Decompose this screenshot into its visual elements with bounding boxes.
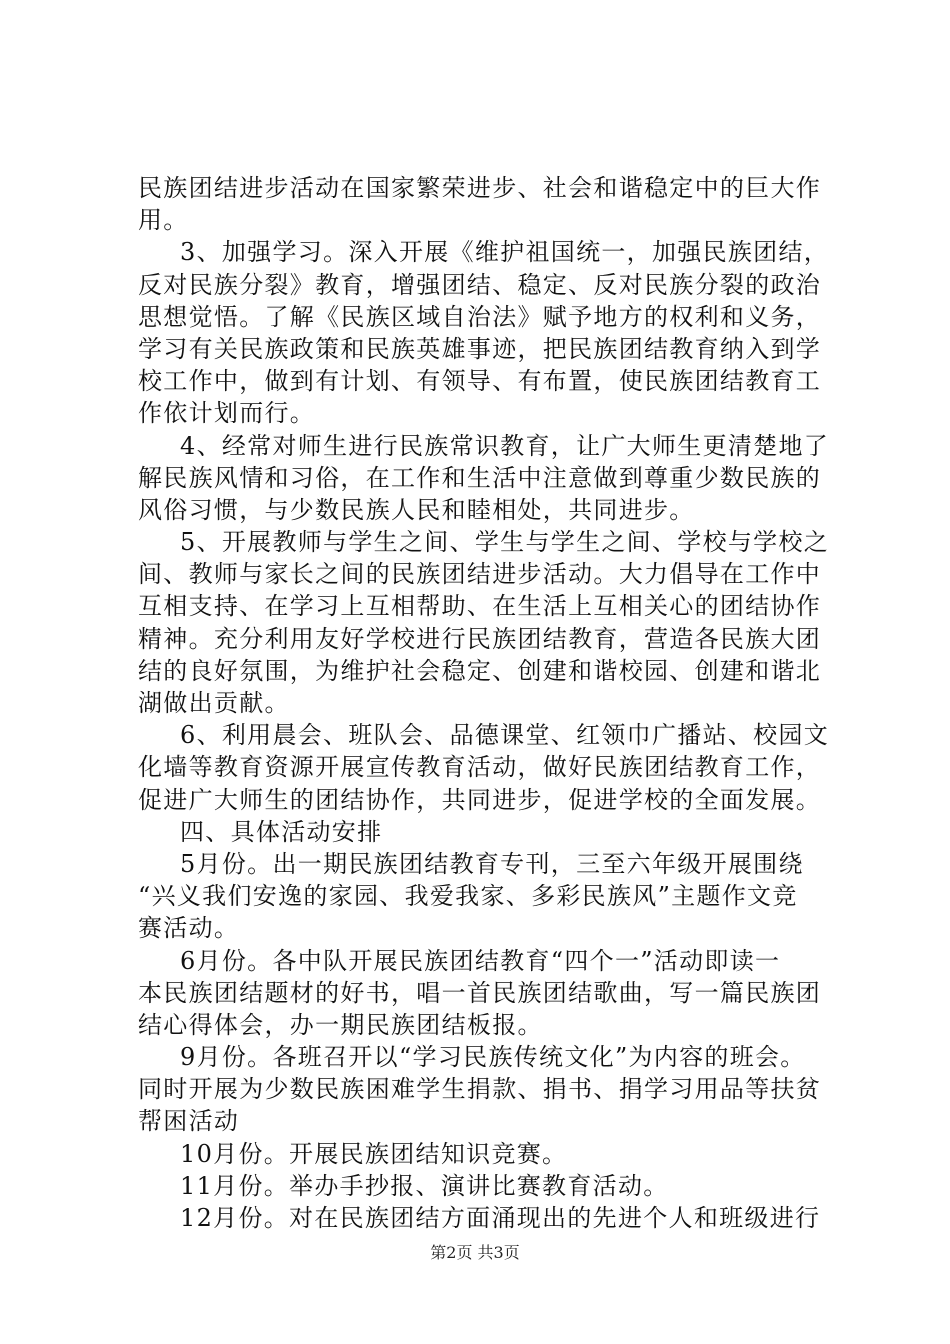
text-line: 间、教师与家长之间的民族团结进步活动。大力倡导在工作中 (138, 560, 822, 589)
text-line: 10月份。开展民族团结知识竞赛。 (180, 1139, 568, 1168)
text-line: 校工作中，做到有计划、有领导、有布置，使民族团结教育工 (138, 367, 822, 396)
text-line: 结的良好氛围，为维护社会稳定、创建和谐校园、创建和谐北 (138, 656, 822, 685)
text-line: 11月份。举办手抄报、演讲比赛教育活动。 (180, 1171, 669, 1200)
text-line: 3、加强学习。深入开展《维护祖国统一，加强民族团结， (180, 238, 830, 267)
text-line: 6、利用晨会、班队会、品德课堂、红领巾广播站、校园文 (180, 721, 830, 750)
text-line: 5、开展教师与学生之间、学生与学生之间、学校与学校之 (180, 528, 830, 557)
page-number-label: 第2页 共3页 (430, 1243, 520, 1262)
text-line: 精神。充分利用友好学校进行民族团结教育，营造各民族大团 (138, 624, 822, 653)
text-line: 赛活动。 (138, 914, 240, 943)
text-line: 用。 (138, 206, 189, 235)
text-line: 帮困活动 (138, 1107, 240, 1136)
text-line: 湖做出贡献。 (138, 689, 290, 717)
text-line: 12月份。对在民族团结方面涌现出的先进个人和班级进行 (180, 1204, 821, 1232)
text-line: 解民族风情和习俗，在工作和生活中注意做到尊重少数民族的 (138, 463, 822, 492)
text-line: “兴义我们安逸的家园、我爱我家、多彩民族风”主题作文竞 (138, 882, 798, 911)
text-line: 风俗习惯，与少数民族人民和睦相处，共同进步。 (138, 495, 695, 524)
page-footer (0, 1243, 950, 1263)
text-line: 作依计划而行。 (138, 399, 316, 428)
text-line: 学习有关民族政策和民族英雄事迹，把民族团结教育纳入到学 (138, 334, 822, 363)
text-line: 思想觉悟。了解《民族区域自治法》赋予地方的权利和义务， (138, 302, 822, 331)
text-line: 9月份。各班召开以“学习民族传统文化”为内容的班会。 (180, 1043, 806, 1072)
text-line: 化墙等教育资源开展宣传教育活动，做好民族团结教育工作， (138, 753, 822, 782)
text-line: 反对民族分裂》教育，增强团结、稳定、反对民族分裂的政治 (138, 270, 822, 299)
body-text (138, 172, 838, 1234)
text-line: 互相支持、在学习上互相帮助、在生活上互相关心的团结协作 (138, 592, 822, 621)
text-line: 6月份。各中队开展民族团结教育“四个一”活动即读一 (180, 946, 781, 975)
text-line: 5月份。出一期民族团结教育专刊，三至六年级开展围绕 (180, 849, 804, 878)
text-line: 民族团结进步活动在国家繁荣进步、社会和谐稳定中的巨大作 (138, 174, 822, 202)
text-line: 促进广大师生的团结协作，共同进步，促进学校的全面发展。 (138, 785, 822, 814)
text-line: 4、经常对师生进行民族常识教育，让广大师生更清楚地了 (180, 431, 830, 460)
text-line: 结心得体会，办一期民族团结板报。 (138, 1010, 543, 1039)
text-line: 本民族团结题材的好书，唱一首民族团结歌曲，写一篇民族团 (138, 978, 822, 1007)
text-line: 同时开展为少数民族困难学生捐款、捐书、捐学习用品等扶贫 (138, 1075, 822, 1104)
text-line: 四、具体活动安排 (180, 817, 383, 846)
